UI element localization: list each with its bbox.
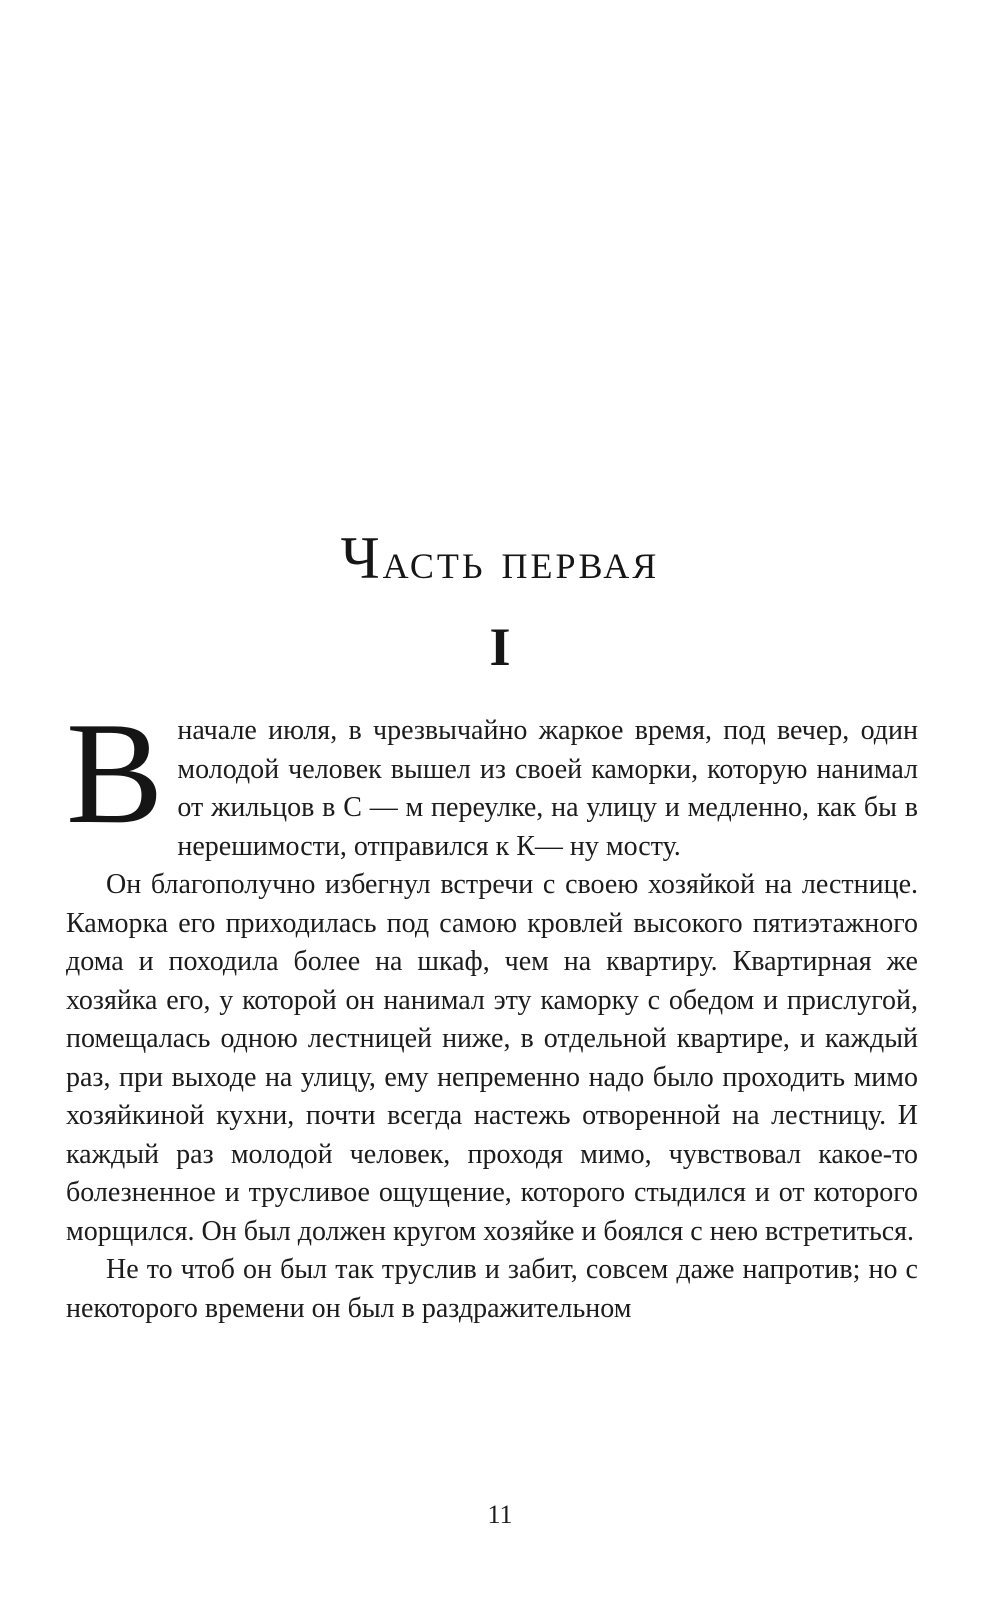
- body-text: [66, 692, 918, 1328]
- page-number: 11: [487, 1500, 513, 1529]
- paragraph-1: [66, 692, 918, 866]
- paragraph-2: Он благополучно избегнул встречи с своею хозяйкой на лестнице. Каморка его приходилась под самою кровлей высокого пятиэтажного дома и походила более на шкаф, чем на квартиру. Квартирная же хозяйка его, у которой он нанимал эту каморку с обедом и прислугой, помещалась одною лестницей ниже, в отдельной квартире, и каждый раз, при выходе на улицу, ему непременно надо было проходить мимо хозяйкиной кухни, почти всегда настежь отворенной на лестницу. И каждый раз молодой человек, проходя мимо, чувствовал какое-то болезненное и трусливое ощущение, которого стыдился и от которого морщился. Он был должен кругом хозяйке и боялся с нею встретиться.: [66, 869, 918, 1247]
- part-title: [0, 525, 1000, 591]
- paragraph-1-text: начале июля, в чрезвычайно жаркое время, под вечер, один молодой человек вышел из своей каморки, которую нанимал от жильцов в С — м переулке, на улицу и медленно, как бы в нерешимости, отправился к К— ну мосту.: [177, 715, 918, 862]
- paragraph-3: Не то чтоб он был так труслив и забит, совсем даже напротив; но с некоторого времени он был в раздражительном: [66, 1254, 918, 1324]
- part-title-rest: асть первая: [382, 533, 660, 590]
- drop-cap: В: [66, 692, 164, 854]
- chapter-number: I: [489, 617, 511, 677]
- part-title-initial: Ч: [340, 525, 383, 591]
